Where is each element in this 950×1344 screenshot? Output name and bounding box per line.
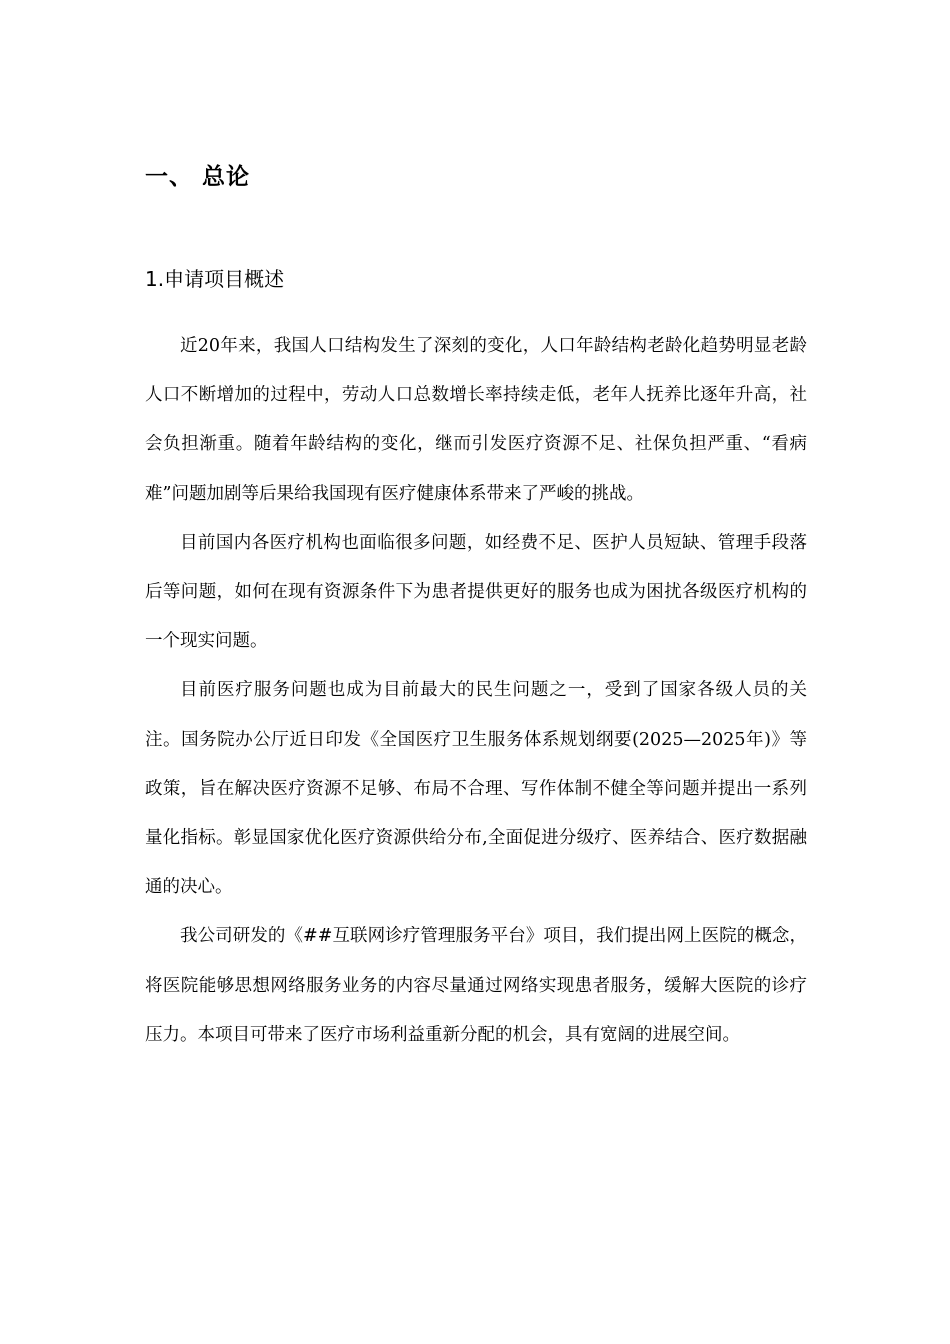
body-text [145, 322, 807, 1060]
sub-heading: 1.申请项目概述 [145, 267, 285, 291]
paragraph-2: 目前国内各医疗机构也面临很多问题，如经费不足、医护人员短缺、管理手段落后等问题，如何在现有资源条件下为患者提供更好的服务也成为困扰各级医疗机构的一个现实问题。 [145, 532, 807, 652]
paragraph-1: 近20年来，我国人口结构发生了深刻的变化，人口年龄结构老龄化趋势明显老龄人口不断增加的过程中，劳动人口总数增长率持续走低，老年人抚养比逐年升高，社会负担渐重。随着年龄结构的变化，继而引发医疗资源不足、社保负担严重、“看病难”问题加剧等后果给我国现有医疗健康体系带来了严峻的挑战。 [145, 336, 807, 504]
section-heading: 一、 总论 [145, 164, 251, 190]
paragraph-3: 目前医疗服务问题也成为目前最大的民生问题之一，受到了国家各级人员的关注。国务院办公厅近日印发《全国医疗卫生服务体系规划纲要(2025—2025年)》等政策，旨在解决医疗资源不足够、布局不合理、写作体制不健全等问题并提出一系列量化指标。彰显国家优化医疗资源供给分布,全面促进分级疗、医养结合、医疗数据融通的决心。 [145, 680, 807, 898]
paragraph-4: 我公司研发的《##互联网诊疗管理服务平台》项目，我们提出网上医院的概念，将医院能够思想网络服务业务的内容尽量通过网络实现患者服务，缓解大医院的诊疗压力。本项目可带来了医疗市场利益重新分配的机会，具有宽阔的进展空间。 [145, 926, 807, 1045]
